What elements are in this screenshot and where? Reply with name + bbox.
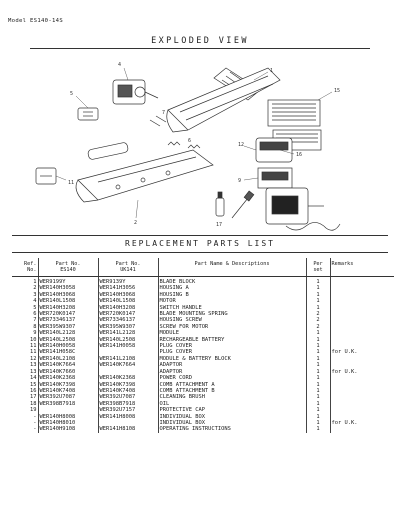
- cell-name: BLADE MOUNTING SPRING: [158, 311, 306, 317]
- cell-ref: 14: [30, 375, 37, 382]
- cell-name: CLEANING BRUSH: [158, 394, 306, 400]
- cleaning-brush: [232, 191, 254, 218]
- cell-name: MODULE & BATTERY BLOCK: [158, 356, 306, 362]
- cell-per: 2: [306, 317, 330, 323]
- col-part1-header: Part No.: [38, 258, 98, 267]
- table-row: [12, 426, 394, 432]
- adaptor: [266, 188, 324, 224]
- cell-p2: WER140K7408: [98, 388, 158, 394]
- cell-name: PROTECTIVE CAP: [158, 407, 306, 413]
- cell-name: ADAPTOR: [158, 362, 306, 368]
- cell-per: 1: [306, 292, 330, 298]
- title-rule: [30, 48, 370, 49]
- col-part1-header-2: ES140: [38, 267, 98, 277]
- oil-bottle: [216, 192, 224, 216]
- col-name-header: Part Name & Descriptions: [158, 258, 306, 267]
- switch-handle: [78, 108, 98, 120]
- cell-p2: WER141H8008: [98, 414, 158, 420]
- cell-per: 1: [306, 420, 330, 426]
- cell-per: 1: [306, 426, 330, 432]
- cell-ref: -: [33, 426, 37, 433]
- diagram-bottom-rule: [12, 235, 388, 236]
- cell-p1: WER140K7664: [38, 362, 98, 368]
- cell-p1: WER140L1508: [38, 298, 98, 304]
- cell-per: 1: [306, 388, 330, 394]
- cell-p1: WER140L2128: [38, 330, 98, 336]
- cell-name: ADAPTOR: [158, 369, 306, 375]
- cell-rem: for U.K.: [330, 420, 394, 426]
- cell-ref: 6: [33, 311, 37, 318]
- cell-p1: WER73346137: [38, 317, 98, 323]
- callout-6: 6: [188, 138, 192, 144]
- protective-cap: [256, 138, 292, 162]
- cell-p2: WER140H3068: [98, 292, 158, 298]
- cell-name: OPERATING INSTRUCTIONS: [158, 426, 306, 432]
- cell-name: COMB ATTACHMENT B: [158, 388, 306, 394]
- cell-per: 1: [306, 394, 330, 400]
- cell-name: MODULE: [158, 330, 306, 336]
- cell-ref: 1: [33, 279, 37, 285]
- cell-p2: WER140K2368: [98, 375, 158, 381]
- cell-p2: WER140L2508: [98, 337, 158, 343]
- callout-5: 5: [70, 91, 74, 97]
- cell-p1: WER720K0147: [38, 311, 98, 317]
- cell-per: 1: [306, 382, 330, 388]
- cell-rem: for U.K.: [330, 369, 394, 375]
- cell-name: OIL: [158, 401, 306, 407]
- cell-p1: WER140H8010: [38, 420, 98, 426]
- callout-1: 1: [270, 68, 274, 74]
- cell-ref: 11: [30, 343, 37, 350]
- parts-table-body: [12, 277, 394, 433]
- cell-p1: WER140K7408: [38, 388, 98, 394]
- cell-p1: WER140L2508: [38, 337, 98, 343]
- cell-per: 1: [306, 343, 330, 349]
- cell-ref: 13: [30, 362, 37, 369]
- cell-p2: WER141H3056: [98, 285, 158, 291]
- cell-per: 2: [306, 324, 330, 330]
- cell-per: 1: [306, 298, 330, 304]
- cell-ref: 19: [30, 407, 37, 414]
- cell-name: COMB ATTACHMENT A: [158, 382, 306, 388]
- cell-ref: 11: [30, 349, 37, 356]
- cell-ref: 8: [33, 323, 37, 330]
- cell-per: 1: [306, 337, 330, 343]
- cell-ref: 7: [33, 317, 37, 324]
- cell-p2: WER140L1508: [98, 298, 158, 304]
- col-remarks-header: Remarks: [330, 258, 394, 267]
- plug-cover: [36, 168, 56, 184]
- cell-per: 1: [306, 375, 330, 381]
- callout-16: 16: [296, 152, 303, 158]
- parts-header-row-2: [12, 267, 394, 277]
- cell-p1: WER140K2368: [38, 375, 98, 381]
- cell-p2: WER141L2128: [98, 330, 158, 336]
- cell-ref: 9: [33, 330, 37, 337]
- cell-p2: WER398B7918: [98, 401, 158, 407]
- cell-name: BLADE BLOCK: [158, 277, 306, 286]
- cell-p2: WER720K0147: [98, 311, 158, 317]
- cell-p1: WER9199Y: [38, 277, 98, 286]
- exploded-view-diagram: [18, 50, 388, 240]
- motor: [113, 80, 158, 104]
- col-per-header: Per: [306, 258, 330, 267]
- cell-per: 1: [306, 414, 330, 420]
- cell-name: INDIVIDUAL BOX: [158, 420, 306, 426]
- cell-per: 1: [306, 369, 330, 375]
- cell-p2: WER140K7398: [98, 382, 158, 388]
- cell-ref: 4: [33, 298, 37, 305]
- cell-p2: WER141H8108: [98, 426, 158, 432]
- cell-name: HOUSING SCREW: [158, 317, 306, 323]
- col-ref-header: Ref.: [24, 261, 37, 267]
- cell-ref: 12: [30, 355, 37, 362]
- cell-ref: 3: [33, 291, 37, 298]
- cell-p1: WER140H3208: [38, 305, 98, 311]
- col-ref-header-2: No.: [12, 267, 38, 277]
- cell-p1: WER140K7660: [38, 369, 98, 375]
- cell-p1: WER140H9108: [38, 426, 98, 432]
- parts-header-row: [12, 258, 394, 267]
- callout-9: 9: [238, 178, 242, 184]
- cell-name: SWITCH HANDLE: [158, 305, 306, 311]
- exploded-view-title: EXPLODED VIEW: [151, 36, 249, 46]
- col-part2-header: Part No.: [98, 258, 158, 267]
- cell-ref: 17: [30, 394, 37, 401]
- cell-per: 1: [306, 285, 330, 291]
- cell-per: 2: [306, 311, 330, 317]
- cell-p1: WER141H058C: [38, 349, 98, 355]
- cell-p1: WER392U7087: [38, 394, 98, 400]
- cell-p2: WER395W9307: [98, 324, 158, 330]
- cell-name: RECHARGEABLE BATTERY: [158, 337, 306, 343]
- cell-name: HOUSING B: [158, 292, 306, 298]
- cell-name: SCREW FOR MOTOR: [158, 324, 306, 330]
- cell-per: 1: [306, 356, 330, 362]
- cell-ref: 10: [30, 336, 37, 343]
- cell-ref: 2: [33, 285, 37, 292]
- cell-name: INDIVIDUAL BOX: [158, 414, 306, 420]
- callout-4: 4: [118, 62, 122, 68]
- replacement-parts-title: REPLACEMENT PARTS LIST: [125, 239, 275, 248]
- cell-rem: [330, 277, 394, 286]
- cell-p1: WER140H3068: [38, 292, 98, 298]
- col-part2-header-2: UK141: [98, 267, 158, 277]
- col-per-header-2: set: [306, 267, 330, 277]
- model-number: Model ES140-14S: [8, 18, 64, 24]
- parts-title-rule: [12, 252, 388, 253]
- callout-2: 2: [134, 220, 138, 226]
- cell-per: 1: [306, 349, 330, 355]
- cell-ref: -: [33, 413, 37, 420]
- cell-p1: WER140K7398: [38, 382, 98, 388]
- cell-p2: WER140H3208: [98, 305, 158, 311]
- col-remarks-header-2: [330, 267, 394, 277]
- cell-name: HOUSING A: [158, 285, 306, 291]
- cell-p2: WER141L2108: [98, 356, 158, 362]
- cell-per: 1: [306, 305, 330, 311]
- cell-p1: WER398B7918: [38, 401, 98, 407]
- cell-p1: WER140L2108: [38, 356, 98, 362]
- cell-p1: WER140H8008: [38, 414, 98, 420]
- parts-table: [12, 258, 394, 433]
- cell-p2: WER9139Y: [98, 277, 158, 286]
- cell-rem: [330, 426, 394, 432]
- cell-p2: WER392U7157: [98, 407, 158, 413]
- cell-p2: WER141H0058: [98, 343, 158, 349]
- cell-name: PLUG COVER: [158, 343, 306, 349]
- col-name-header-2: [158, 267, 306, 277]
- cell-name: MOTOR: [158, 298, 306, 304]
- cell-ref: 5: [33, 304, 37, 311]
- cell-name: POWER CORD: [158, 375, 306, 381]
- cell-p1: WER140H0058: [38, 343, 98, 349]
- cell-rem: for U.K.: [330, 349, 394, 355]
- callout-12: 12: [238, 142, 245, 148]
- cell-ref: 18: [30, 400, 37, 407]
- callout-7: 7: [162, 110, 166, 116]
- cell-ref: 13: [30, 368, 37, 375]
- cell-p1: WER395W9307: [38, 324, 98, 330]
- callout-15: 15: [334, 88, 341, 94]
- cell-ref: 15: [30, 381, 37, 388]
- table-row: [12, 277, 394, 286]
- cell-p2: WER392U7087: [98, 394, 158, 400]
- cell-p2: WER73346137: [98, 317, 158, 323]
- cell-p1: WER140H3058: [38, 285, 98, 291]
- module-battery-block: [258, 168, 292, 188]
- callout-11: 11: [68, 180, 75, 186]
- rechargeable-battery: [87, 142, 128, 160]
- cell-name: PLUG COVER: [158, 349, 306, 355]
- cell-p2: WER140K7664: [98, 362, 158, 368]
- cell-per: 1: [306, 407, 330, 413]
- cell-per: 1: [306, 330, 330, 336]
- cell-ref: -: [33, 419, 37, 426]
- callout-17: 17: [216, 222, 223, 228]
- cell-per: 1: [306, 401, 330, 407]
- cell-per: 1: [306, 277, 330, 286]
- cell-ref: 16: [30, 387, 37, 394]
- cell-per: 1: [306, 362, 330, 368]
